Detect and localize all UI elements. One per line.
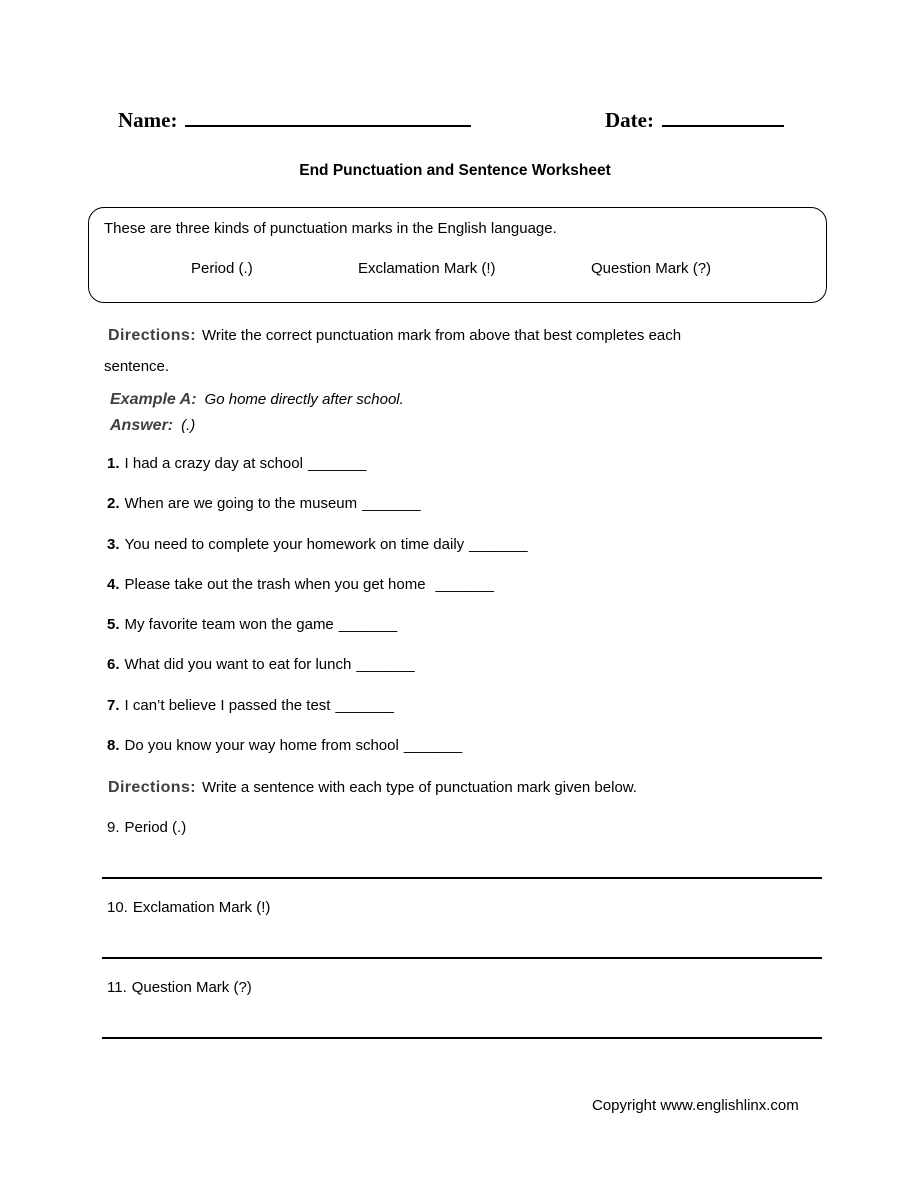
question-text: Do you know your way home from school	[124, 737, 399, 754]
question-text: When are we going to the museum	[124, 495, 358, 512]
date-field-row	[605, 104, 784, 133]
copyright-text: Copyright www.englishlinx.com	[592, 1097, 799, 1114]
name-field-row	[118, 104, 471, 133]
answer-blank: _______	[338, 616, 398, 633]
question-item-8	[107, 737, 462, 754]
answer-blank: _______	[403, 737, 463, 754]
name-blank-line	[185, 104, 471, 127]
example-sentence: Go home directly after school.	[204, 391, 404, 408]
write-item-number: 9.	[107, 819, 120, 836]
question-number: 3.	[107, 536, 120, 553]
write-item-10	[107, 899, 270, 916]
write-item-text: Exclamation Mark (!)	[132, 899, 271, 916]
question-number: 1.	[107, 455, 120, 472]
question-text: Please take out the trash when you get home	[124, 576, 426, 593]
punctuation-info-box	[88, 207, 827, 303]
question-number: 5.	[107, 616, 120, 633]
page-title: End Punctuation and Sentence Worksheet	[299, 162, 611, 179]
answer-blank: _______	[469, 536, 528, 553]
question-item-5	[107, 616, 397, 633]
date-blank-line	[662, 104, 784, 127]
write-item-9	[107, 819, 186, 836]
write-item-number: 11.	[107, 979, 127, 996]
directions-1-label: Directions:	[108, 327, 196, 344]
mark-period: Period (.)	[191, 260, 253, 277]
info-intro-text: These are three kinds of punctuation marks in the English language.	[104, 220, 557, 237]
directions-1-text-line2: sentence.	[104, 358, 170, 375]
write-item-11	[107, 979, 252, 996]
question-item-7	[107, 697, 394, 714]
question-number: 2.	[107, 495, 120, 512]
directions-2	[104, 779, 844, 797]
write-item-text: Period (.)	[124, 819, 187, 836]
writing-line-10	[102, 957, 822, 959]
question-item-4	[107, 576, 494, 593]
question-number: 6.	[107, 656, 120, 673]
question-item-3	[107, 536, 528, 553]
question-item-6	[107, 656, 415, 673]
name-label: Name:	[118, 108, 178, 132]
answer-blank: _______	[362, 495, 421, 512]
writing-line-11	[102, 1037, 822, 1039]
mark-exclamation: Exclamation Mark (!)	[358, 260, 496, 277]
write-item-text: Question Mark (?)	[131, 979, 252, 996]
question-text: You need to complete your homework on time daily	[124, 536, 465, 553]
question-text: I had a crazy day at school	[124, 455, 303, 472]
mark-question: Question Mark (?)	[591, 260, 712, 277]
directions-1	[104, 320, 780, 382]
directions-1-text-line1: Write the correct punctuation mark from above that best completes each	[201, 327, 682, 344]
answer-value: (.)	[181, 417, 196, 434]
question-number: 8.	[107, 737, 120, 754]
answer-label: Answer:	[110, 417, 174, 434]
writing-line-9	[102, 877, 822, 879]
directions-2-text: Write a sentence with each type of punctuation mark given below.	[201, 779, 637, 796]
question-item-1	[107, 455, 366, 472]
date-label: Date:	[605, 108, 654, 132]
question-number: 4.	[107, 576, 120, 593]
example-label: Example A:	[110, 391, 197, 408]
question-item-2	[107, 495, 421, 512]
answer-blank: _______	[435, 576, 494, 593]
question-text: What did you want to eat for lunch	[124, 656, 352, 673]
question-text: My favorite team won the game	[124, 616, 334, 633]
answer-blank: _______	[356, 656, 415, 673]
question-text: I can’t believe I passed the test	[124, 697, 331, 714]
write-item-number: 10.	[107, 899, 128, 916]
answer-blank: _______	[307, 455, 367, 472]
example-block	[110, 387, 404, 439]
directions-2-label: Directions:	[108, 779, 196, 796]
answer-blank: _______	[335, 697, 394, 714]
question-number: 7.	[107, 697, 120, 714]
